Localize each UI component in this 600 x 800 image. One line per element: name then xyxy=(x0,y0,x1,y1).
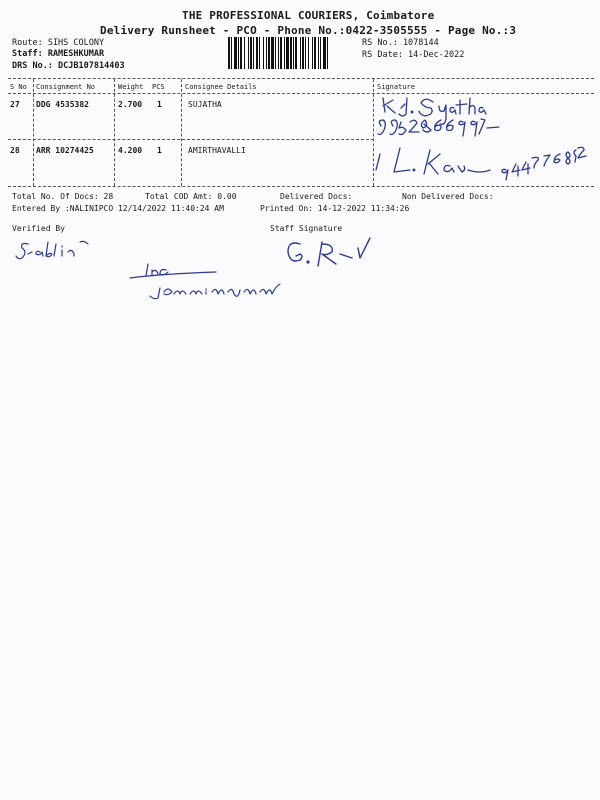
total-cod: Total COD Amt: 0.00 xyxy=(145,192,237,201)
row-2-pcs: 1 xyxy=(157,146,162,155)
company-title: THE PROFESSIONAL COURIERS, Coimbatore xyxy=(182,9,435,22)
row-1-consignee: SUJATHA xyxy=(188,100,222,109)
row-2-weight: 4.200 xyxy=(118,146,143,155)
col-divider xyxy=(114,79,115,186)
non-delivered-docs: Non Delivered Docs: xyxy=(402,192,494,201)
printed-on: Printed On: 14-12-2022 11:34:26 xyxy=(260,204,410,213)
staff-signature-mark xyxy=(282,234,382,274)
row-divider xyxy=(8,139,374,140)
row-1-weight: 2.700 xyxy=(118,100,143,109)
verifier-signature xyxy=(14,232,104,266)
handwritten-signature-2 xyxy=(372,140,596,188)
row-1-consignment: DDG 4535382 xyxy=(36,100,89,109)
total-docs: Total No. Of Docs: 28 xyxy=(12,192,114,201)
staff-signature-label: Staff Signature xyxy=(270,224,343,233)
row-2-consignment: ARR 10274425 xyxy=(36,146,94,155)
delivered-docs: Delivered Docs: xyxy=(280,192,353,201)
staff-label: Staff: RAMESHKUMAR xyxy=(12,49,105,59)
entered-by: Entered By :NALINIPCO 12/14/2022 11:40:24 AM xyxy=(12,204,224,213)
runsheet-title: Delivery Runsheet - PCO - Phone No.:0422-3505555 - Page No.:3 xyxy=(100,24,517,37)
col-header-sno: S No xyxy=(10,83,27,91)
row-1-pcs: 1 xyxy=(157,100,162,109)
handwritten-signature-1 xyxy=(375,94,565,140)
drs-label: DRS No.: DCJB107814403 xyxy=(12,61,125,71)
row-2-sno: 28 xyxy=(10,146,20,155)
rs-date: RS Date: 14-Dec-2022 xyxy=(362,50,465,60)
col-header-consignment: Consignment No xyxy=(36,83,96,91)
row-1-sno: 27 xyxy=(10,100,20,109)
col-header-pcs: PCS xyxy=(152,83,165,91)
rs-number: RS No.: 1078144 xyxy=(362,38,439,48)
col-divider xyxy=(181,79,182,186)
col-header-weight: Weight xyxy=(118,83,144,91)
verifier-signature-second xyxy=(120,256,290,308)
col-header-signature: Signature xyxy=(377,83,415,91)
verified-by-label: Verified By xyxy=(12,224,65,233)
col-header-consignee: Consignee Details xyxy=(185,83,257,91)
row-2-consignee: AMIRTHAVALLI xyxy=(188,146,246,155)
barcode-icon xyxy=(228,37,352,69)
col-divider xyxy=(33,79,34,186)
table-top-rule xyxy=(8,78,594,79)
route-label: Route: SIHS COLONY xyxy=(12,38,105,48)
